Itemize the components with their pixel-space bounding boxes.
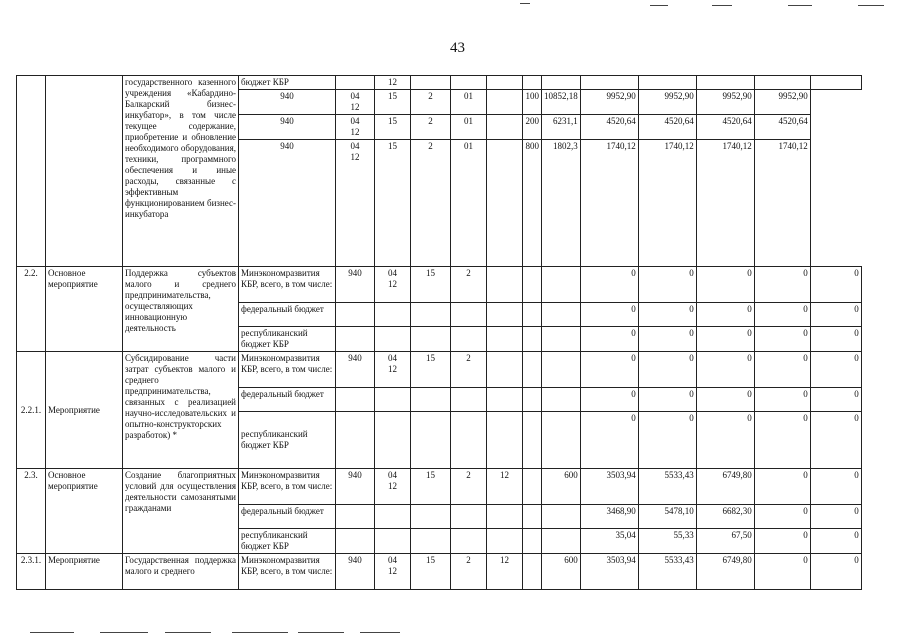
row-type: Основное мероприятие xyxy=(46,469,123,554)
top-scan-mark xyxy=(858,5,884,6)
funding-source: федеральный бюджет xyxy=(239,303,336,327)
funding-source: Минэкономразвития КБР, всего, в том числе: xyxy=(239,469,336,505)
measure-description: Поддержка субъектов малого и среднего предпринимательства, осуществляющих инновационную деятельность xyxy=(123,267,239,352)
table-row: республиканский бюджет КБР 0 0 0 0 0 xyxy=(17,327,862,352)
top-scan-mark xyxy=(788,5,812,6)
table-row: федеральный бюджет 3468,90 5478,10 6682,30 0 0 xyxy=(17,505,862,529)
bottom-scan-mark xyxy=(30,632,74,633)
funding-source: Минэкономразвития КБР, всего, в том числе: xyxy=(239,554,336,590)
table-row: 940 04 12 15 2 01 100 10852,18 9952,90 9952,90 9952,90 9952,90 xyxy=(17,90,862,115)
table-row: 940 04 12 15 2 01 200 6231,1 4520,64 4520,64 4520,64 4520,64 xyxy=(17,115,862,140)
table-row: 2.3.1. Мероприятие Государственная поддержка малого и среднего Минэкономразвития КБР, всего, в том числе: 940 04 12 15 2 12 600 3503,94 5533,43 6749,80 0 0 xyxy=(17,554,862,590)
measure-description: Субсидирование части затрат субъектов малого и среднего предпринимательства, связанных с реализацией научно-исследовательских и опытно-конструкторских разработок) * xyxy=(123,352,239,469)
funding-source: федеральный бюджет xyxy=(239,505,336,529)
table-row: 2.2. Основное мероприятие Поддержка субъектов малого и среднего предпринимательства, осуществляющих инновационную деятельность Минэкономразвития КБР, всего, в том числе: 940 04 12 15 2 0 0 0 0 0 xyxy=(17,267,862,303)
funding-source: Минэкономразвития КБР, всего, в том числе: xyxy=(239,267,336,303)
bottom-scan-mark xyxy=(100,632,148,633)
bottom-scan-mark xyxy=(360,632,400,633)
funding-source: Минэкономразвития КБР, всего, в том числе: xyxy=(239,352,336,388)
bottom-scan-mark xyxy=(232,632,288,633)
top-scan-mark xyxy=(520,3,530,4)
page-number: 43 xyxy=(450,40,465,56)
budget-table xyxy=(16,75,862,590)
measure-description: Государственная поддержка малого и среднего xyxy=(123,554,239,590)
funding-source: республиканский бюджет КБР xyxy=(239,412,336,469)
table-row: республиканский бюджет КБР 35,04 55,33 67,50 0 0 xyxy=(17,529,862,554)
row-type: Основное мероприятие xyxy=(46,267,123,352)
table-row: федеральный бюджет 0 0 0 0 0 xyxy=(17,303,862,327)
top-scan-mark xyxy=(712,5,732,6)
measure-description: государственного казенного учреждения «Кабардино-Балкарский бизнес-инкубатор», в том числе текущее содержание, приобретение и обновление необходимого оборудования, техники, программного обеспечения и иные расходы, связанные с эффективным функционированием бизнес-инкубатора xyxy=(123,76,239,267)
bottom-scan-mark xyxy=(165,632,211,633)
funding-source: федеральный бюджет xyxy=(239,388,336,412)
row-type: Мероприятие xyxy=(46,352,123,469)
row-number: 2.2. xyxy=(17,267,46,352)
bottom-scan-mark xyxy=(298,632,344,633)
table-row: 2.2.1. Мероприятие Субсидирование части затрат субъектов малого и среднего предпринимательства, связанных с реализацией научно-исследовательских и опытно-конструкторских разработок) * Минэкономразвития КБР, всего, в том числе: 940 04 12 15 2 0 0 0 0 0 xyxy=(17,352,862,388)
measure-description: Создание благоприятных условий для осуществления деятельности самозанятыми гражданами xyxy=(123,469,239,554)
funding-source: бюджет КБР xyxy=(239,76,336,90)
funding-source: республиканский бюджет КБР xyxy=(239,529,336,554)
row-number: 2.2.1. xyxy=(17,352,46,469)
row-number: 2.3.1. xyxy=(17,554,46,590)
table-row: 2.3. Основное мероприятие Создание благоприятных условий для осуществления деятельности самозанятыми гражданами Минэкономразвития КБР, всего, в том числе: 940 04 12 15 2 12 600 3503,94 5533,43 6749,80 0 0 xyxy=(17,469,862,505)
row-number: 2.3. xyxy=(17,469,46,554)
table-row: 940 04 12 15 2 01 800 1802,3 1740,12 1740,12 1740,12 1740,12 xyxy=(17,140,862,267)
table-row: республиканский бюджет КБР 0 0 0 0 0 xyxy=(17,412,862,469)
table-row: государственного казенного учреждения «Кабардино-Балкарский бизнес-инкубатор», в том числе текущее содержание, приобретение и обновление необходимого оборудования, техники, программного обеспечения и иные расходы, связанные с эффективным функционированием бизнес-инкубатора бюджет КБР 12 xyxy=(17,76,862,90)
row-type: Мероприятие xyxy=(46,554,123,590)
table-row: федеральный бюджет 0 0 0 0 0 xyxy=(17,388,862,412)
funding-source: республиканский бюджет КБР xyxy=(239,327,336,352)
top-scan-mark xyxy=(650,5,668,6)
